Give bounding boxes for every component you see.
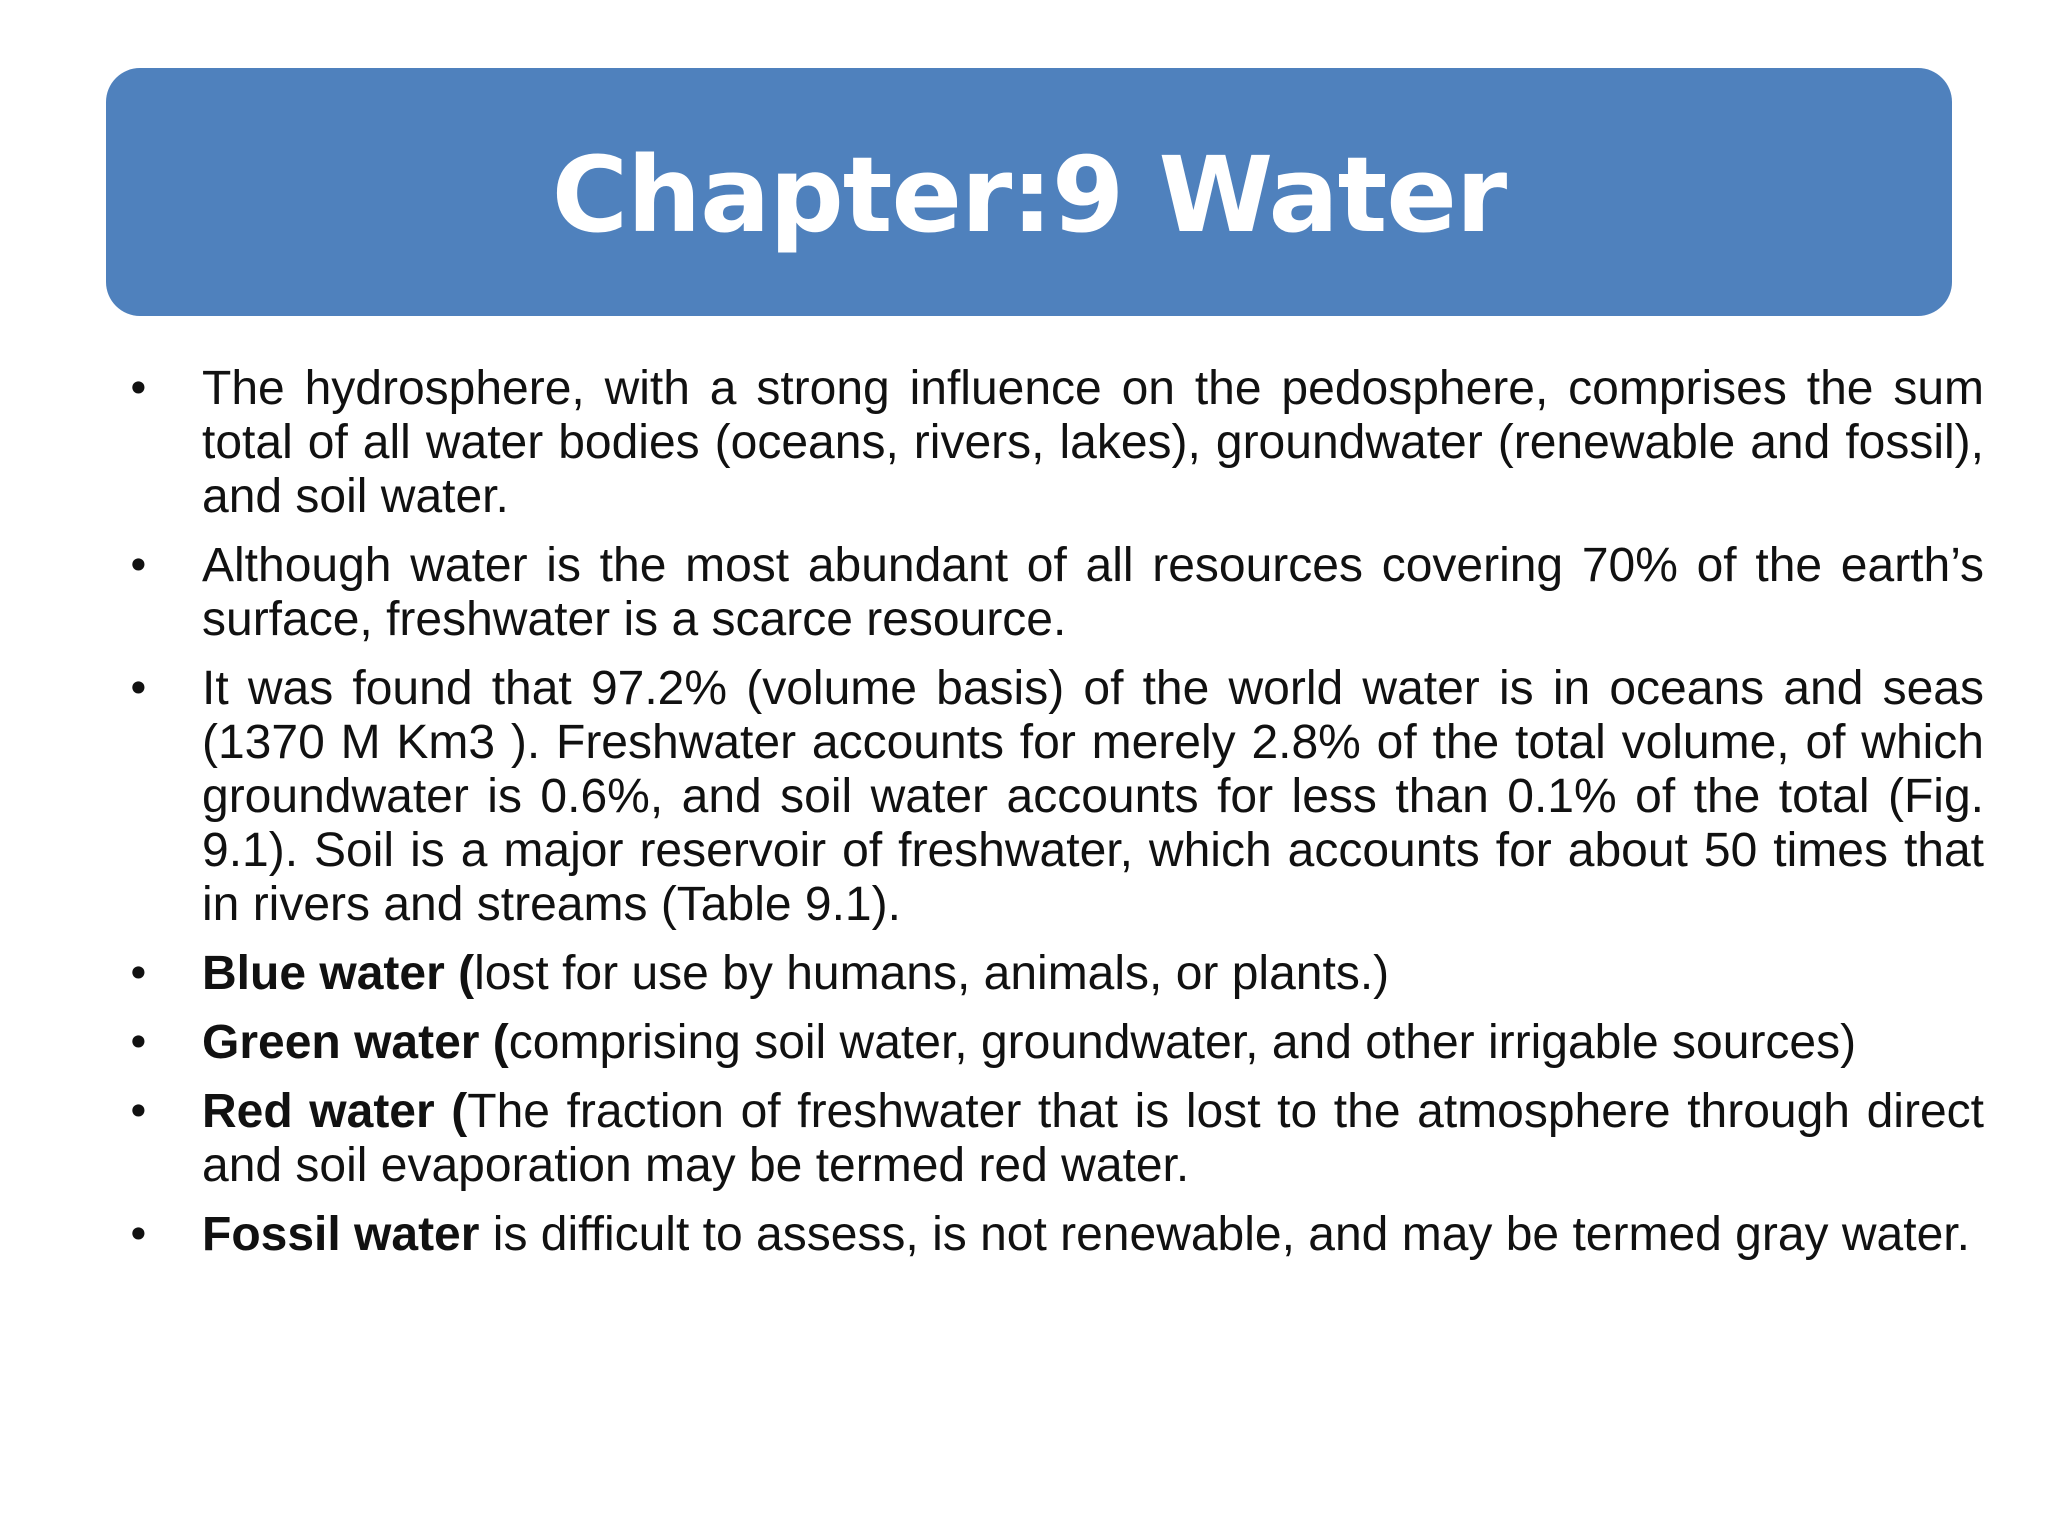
- bullet-icon: •: [126, 364, 151, 413]
- bullet-text: comprising soil water, groundwater, and other irrigable sources): [508, 1016, 1857, 1069]
- bullet-list: [118, 362, 1984, 1262]
- bullet-item-red-water: [118, 1085, 1984, 1193]
- bullet-text: The fraction of freshwater that is lost to the atmosphere through direct and soil evaporation may be termed red water.: [202, 1085, 1984, 1192]
- bullet-item-hydrosphere: [118, 362, 1984, 524]
- bullet-icon: •: [126, 664, 151, 713]
- bullet-text: Although water is the most abundant of all resources covering 70% of the earth’s surface, freshwater is a scarce resource.: [202, 539, 1984, 646]
- bullet-term: Green water (: [202, 1016, 509, 1069]
- bullet-icon: •: [126, 1018, 151, 1067]
- bullet-icon: •: [126, 949, 151, 998]
- bullet-term: Fossil water: [202, 1208, 480, 1261]
- bullet-term: Red water (: [202, 1085, 468, 1138]
- slide-title: Chapter:9 Water: [551, 134, 1507, 256]
- bullet-text: is difficult to assess, is not renewable, and may be termed gray water.: [479, 1208, 1970, 1261]
- bullet-text: lost for use by humans, animals, or plants.): [474, 947, 1390, 1000]
- bullet-item-distribution: [118, 662, 1984, 932]
- bullet-icon: •: [126, 1210, 151, 1259]
- bullet-term: Blue water (: [202, 947, 475, 1000]
- bullet-icon: •: [126, 541, 151, 590]
- bullet-text: The hydrosphere, with a strong influence on the pedosphere, comprises the sum total of all water bodies (oceans, rivers, lakes), groundwater (renewable and fossil), and soil water.: [202, 362, 1984, 523]
- title-banner: [106, 68, 1952, 316]
- bullet-item-green-water: [118, 1016, 1984, 1070]
- bullet-item-blue-water: [118, 947, 1984, 1001]
- bullet-text: It was found that 97.2% (volume basis) of the world water is in oceans and seas (1370 M Km3 ). Freshwater accounts for merely 2.8% of the total volume, of which groundwater is 0.6%, and soil water accounts for less than 0.1% of the total (Fig. 9.1). Soil is a major reservoir of freshwater, which accounts for about 50 times that in rivers and streams (Table 9.1).: [202, 662, 1984, 931]
- bullet-item-abundance: [118, 539, 1984, 647]
- slide-body: [118, 362, 1984, 1277]
- bullet-item-fossil-water: [118, 1208, 1984, 1262]
- bullet-icon: •: [126, 1087, 151, 1136]
